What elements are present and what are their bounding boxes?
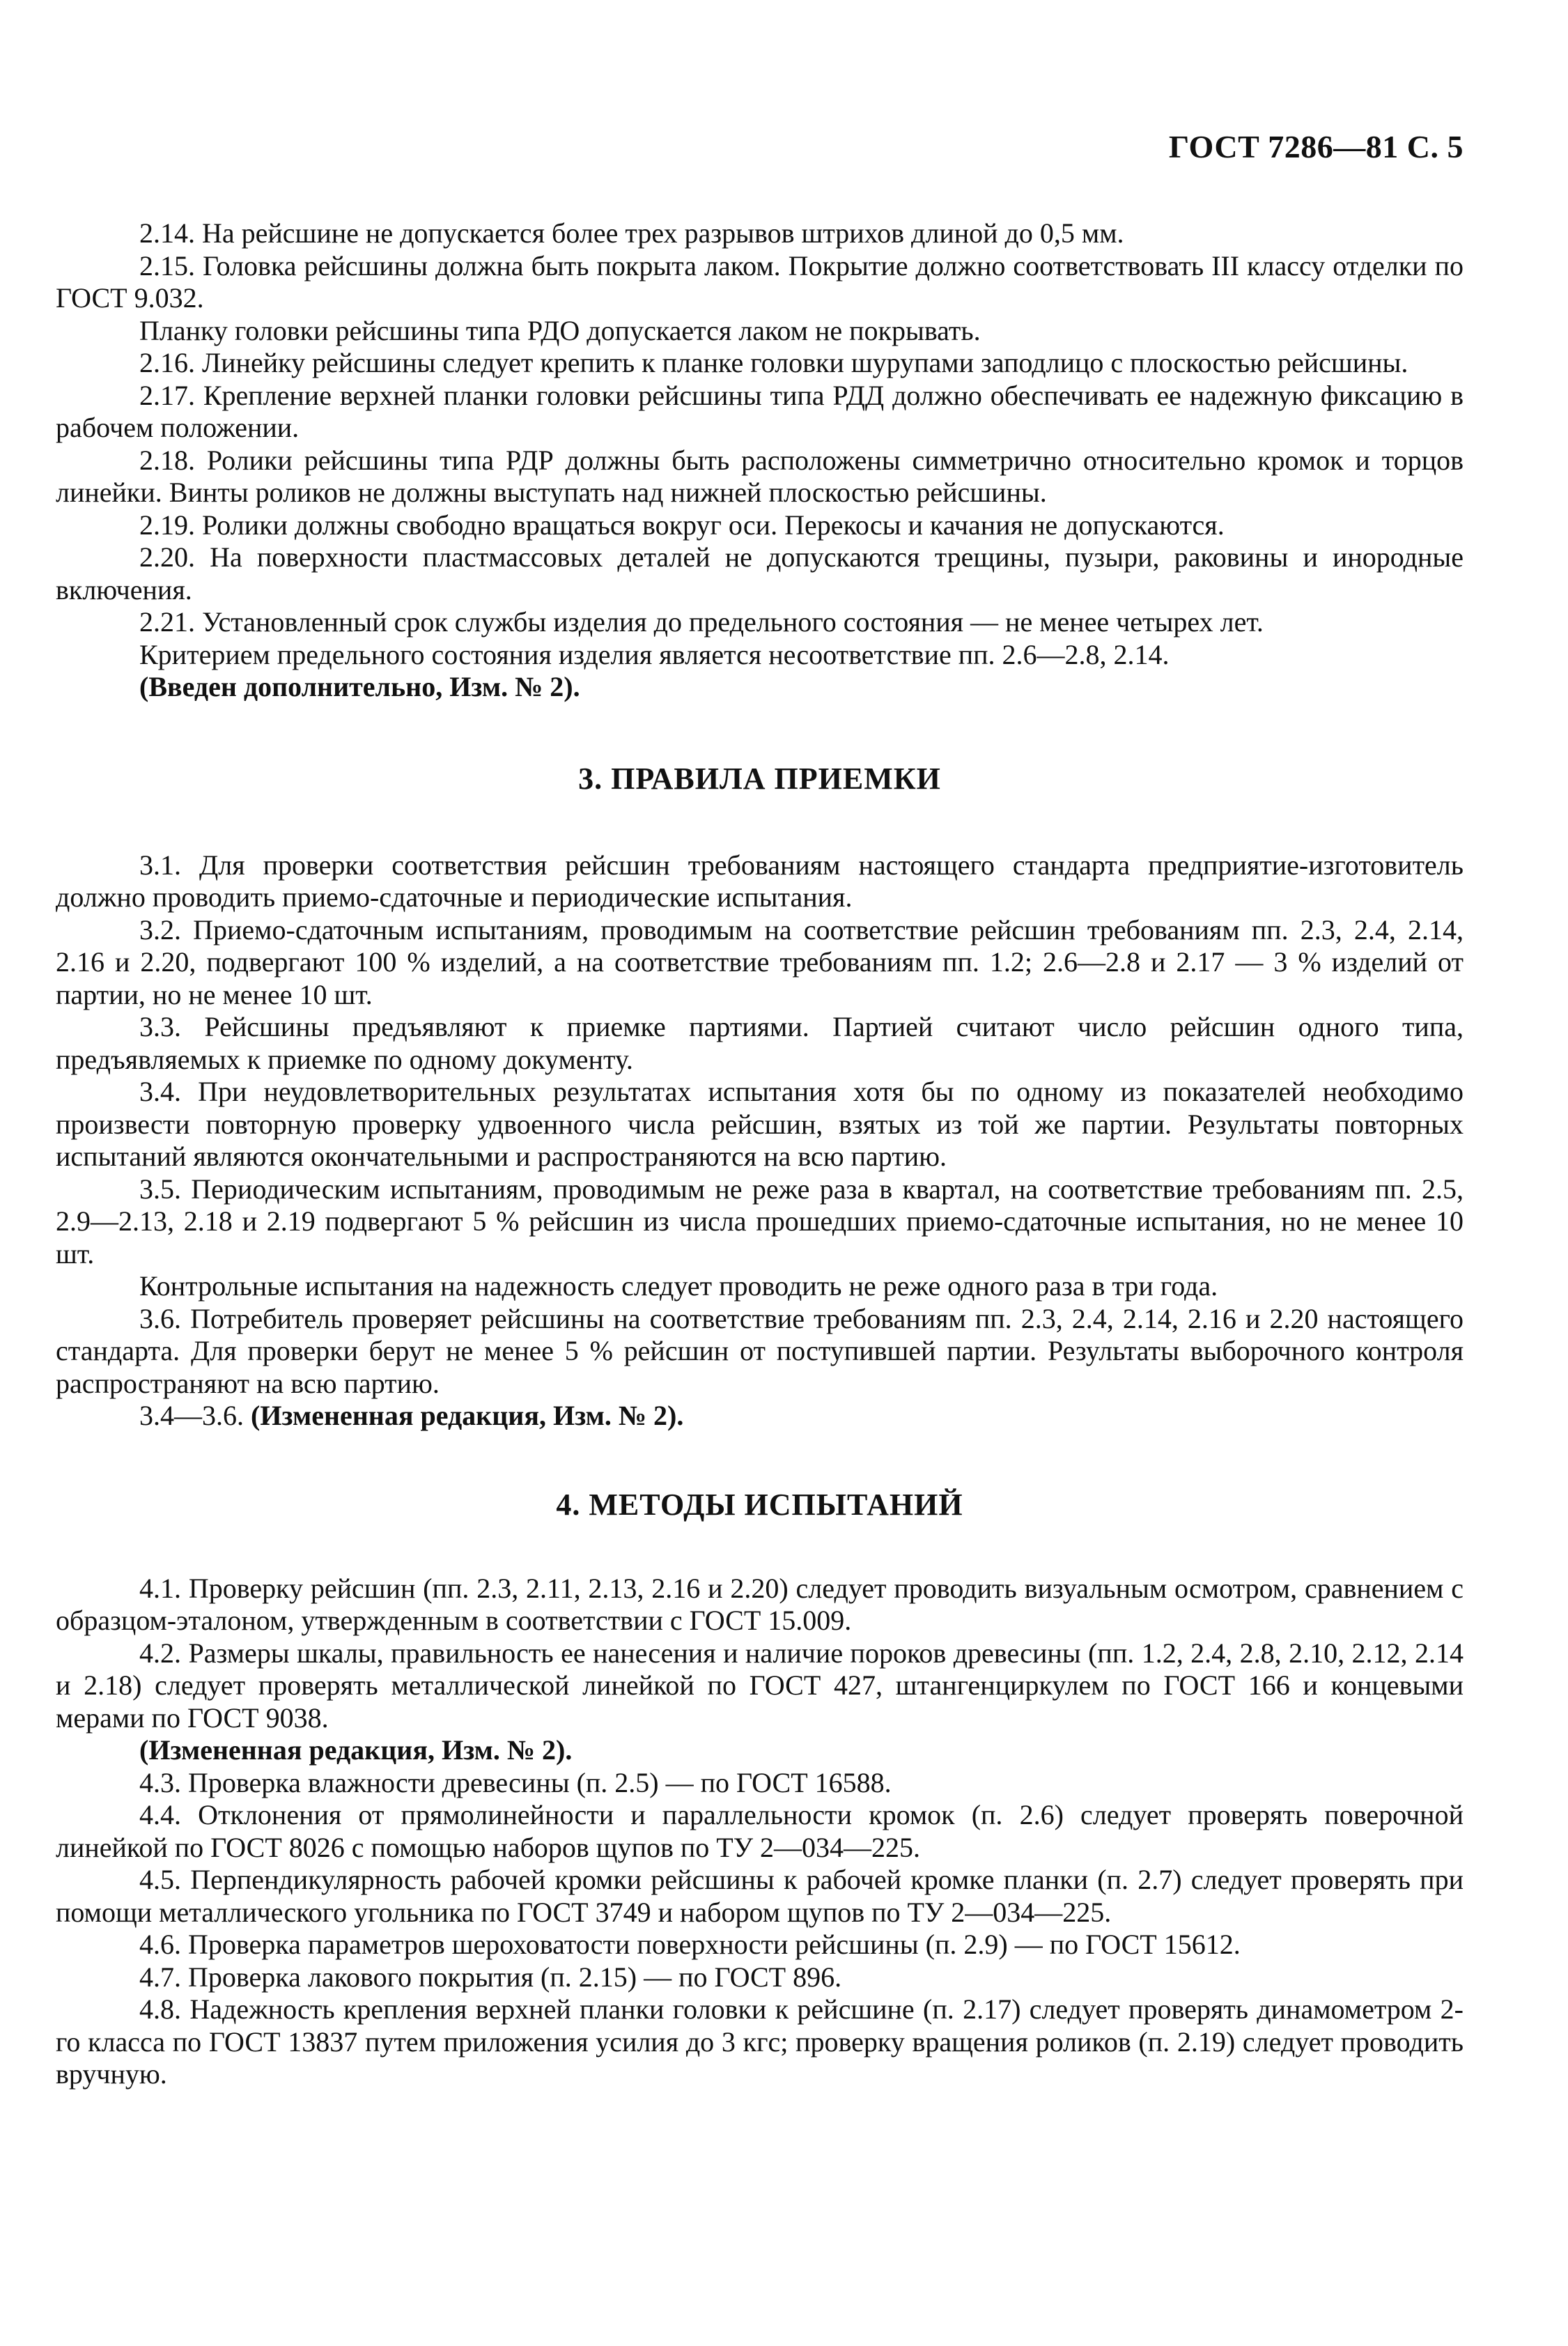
paragraph-p215: 2.15. Головка рейсшины должна быть покрыта лаком. Покрытие должно соответствовать III классу отделки по ГОСТ 9.032. — [56, 249, 1464, 314]
paragraph-p221: 2.21. Установленный срок службы изделия до предельного состояния — не менее четырех лет. — [139, 606, 1264, 638]
paragraph-p217: 2.17. Крепление верхней планки головки рейсшины типа РДД должно обеспечивать ее надежную фиксацию в рабочем положении. — [56, 379, 1464, 443]
paragraph-p36: 3.6. Потребитель проверяет рейсшины на соответствие требованиям пп. 2.3, 2.4, 2.14, 2.16 и 2.20 настоящего стандарта. Для проверки берут не менее 5 % рейсшин от поступившей партии. Результаты выборочного контроля распространяют на всю партию. — [56, 1302, 1464, 1399]
paragraph-p220: 2.20. На поверхности пластмассовых деталей не допускаются трещины, пузыри, раковины и инородные включения. — [56, 541, 1464, 605]
paragraph-p44: 4.4. Отклонения от прямолинейности и параллельности кромок (п. 2.6) следует проверять поверочной линейкой по ГОСТ 8026 с помощью наборов щупов по ТУ 2—034—225. — [56, 1799, 1464, 1863]
paragraph-p216: 2.16. Линейку рейсшины следует крепить к планке головки шурупами заподлицо с плоскостью рейсшины. — [139, 347, 1408, 378]
paragraph-p32: 3.2. Приемо-сдаточным испытаниям, проводимым на соответствие рейсшин требованиям пп. 2.3, 2.4, 2.14, 2.16 и 2.20, подвергают 100 % изделий, а на соответствие требованиям пп. 1.2; 2.6—2.8 и 2.17 — 3 % изделий от партии, но не менее 10 шт. — [56, 913, 1464, 1010]
section-2-paragraphs — [56, 217, 1464, 671]
section-4-title: 4. МЕТОДЫ ИСПЫТАНИЙ — [556, 1487, 963, 1522]
section-3-title: 3. ПРАВИЛА ПРИЕМКИ — [578, 761, 941, 796]
note-text: (Измененная редакция, Изм. № 2). — [251, 1400, 684, 1431]
section-3-paragraphs — [56, 849, 1464, 1400]
section-4-paragraphs-cont — [56, 1767, 1464, 2091]
page-header: ГОСТ 7286—81 С. 5 — [1168, 129, 1464, 164]
amendment-note: (Введен дополнительно, Изм. № 2). — [139, 671, 580, 702]
paragraph-p45: 4.5. Перпендикулярность рабочей кромки рейсшины к рабочей кромке планки (п. 2.7) следует проверять при помощи металлического угольника по ГОСТ 3749 и набором щупов по ТУ 2—034—225. — [56, 1864, 1464, 1928]
paragraph-p218: 2.18. Ролики рейсшины типа РДР должны быть расположены симметрично относительно кромок и торцов линейки. Винты роликов не должны выступать над нижней плоскостью рейсшины. — [56, 444, 1464, 508]
paragraph-p42: 4.2. Размеры шкалы, правильность ее нанесения и наличие пороков древесины (пп. 1.2, 2.4, 2.8, 2.10, 2.12, 2.14 и 2.18) следует проверять металлической линейкой по ГОСТ 427, штангенциркулем по ГОСТ 166 и концевыми мерами по ГОСТ 9038. — [56, 1637, 1464, 1734]
paragraph-p47: 4.7. Проверка лакового покрытия (п. 2.15) — по ГОСТ 896. — [139, 1961, 842, 1993]
amendment-note — [56, 1400, 1464, 1433]
paragraph-p31: 3.1. Для проверки соответствия рейсшин требованиям настоящего стандарта предприятие-изготовитель должно проводить приемо-сдаточные и периодические испытания. — [56, 849, 1464, 913]
paragraph-p48: 4.8. Надежность крепления верхней планки головки к рейсшине (п. 2.17) следует проверять динамометром 2-го класса по ГОСТ 13837 путем приложения усилия до 3 кгс; проверку вращения роликов (п. 2.19) следует проводить вручную. — [56, 1993, 1464, 2090]
paragraph-p33: 3.3. Рейсшины предъявляют к приемке партиями. Партией считают число рейсшин одного типа, предъявляемых к приемке по одному документу. — [56, 1011, 1464, 1075]
paragraph-p35: 3.5. Периодическим испытаниям, проводимым не реже раза в квартал, на соответствие требованиям пп. 2.5, 2.9—2.13, 2.18 и 2.19 подвергают 5 % рейсшин из числа прошедших приемо-сдаточные испытания, но не менее 10 шт. — [56, 1173, 1464, 1270]
section-4-paragraphs — [56, 1573, 1464, 1735]
amendment-note: (Измененная редакция, Изм. № 2). — [139, 1734, 573, 1766]
document-body — [56, 217, 1464, 2091]
paragraph-p46: 4.6. Проверка параметров шероховатости поверхности рейсшины (п. 2.9) — по ГОСТ 15612. — [139, 1929, 1241, 1960]
paragraph-p221b: Критерием предельного состояния изделия является несоответствие пп. 2.6—2.8, 2.14. — [139, 638, 1170, 670]
paragraph-p215b: Планку головки рейсшины типа РДО допускается лаком не покрывать. — [139, 314, 981, 346]
paragraph-p41: 4.1. Проверку рейсшин (пп. 2.3, 2.11, 2.13, 2.16 и 2.20) следует проводить визуальным осмотром, сравнением с образцом-эталоном, утвержденным в соответствии с ГОСТ 15.009. — [56, 1572, 1464, 1636]
paragraph-p43: 4.3. Проверка влажности древесины (п. 2.5) — по ГОСТ 16588. — [139, 1766, 892, 1798]
paragraph-p35b: Контрольные испытания на надежность следует проводить не реже одного раза в три года. — [139, 1270, 1218, 1302]
note-prefix: 3.4—3.6. — [139, 1400, 251, 1431]
paragraph-p214: 2.14. На рейсшине не допускается более трех разрывов штрихов длиной до 0,5 мм. — [139, 217, 1124, 249]
paragraph-p34: 3.4. При неудовлетворительных результатах испытания хотя бы по одному из показателей необходимо произвести повторную проверку удвоенного числа рейсшин, взятых из той же партии. Результаты повторных испытаний являются окончательными и распространяются на всю партию. — [56, 1076, 1464, 1172]
paragraph-p219: 2.19. Ролики должны свободно вращаться вокруг оси. Перекосы и качания не допускаются. — [139, 509, 1225, 541]
